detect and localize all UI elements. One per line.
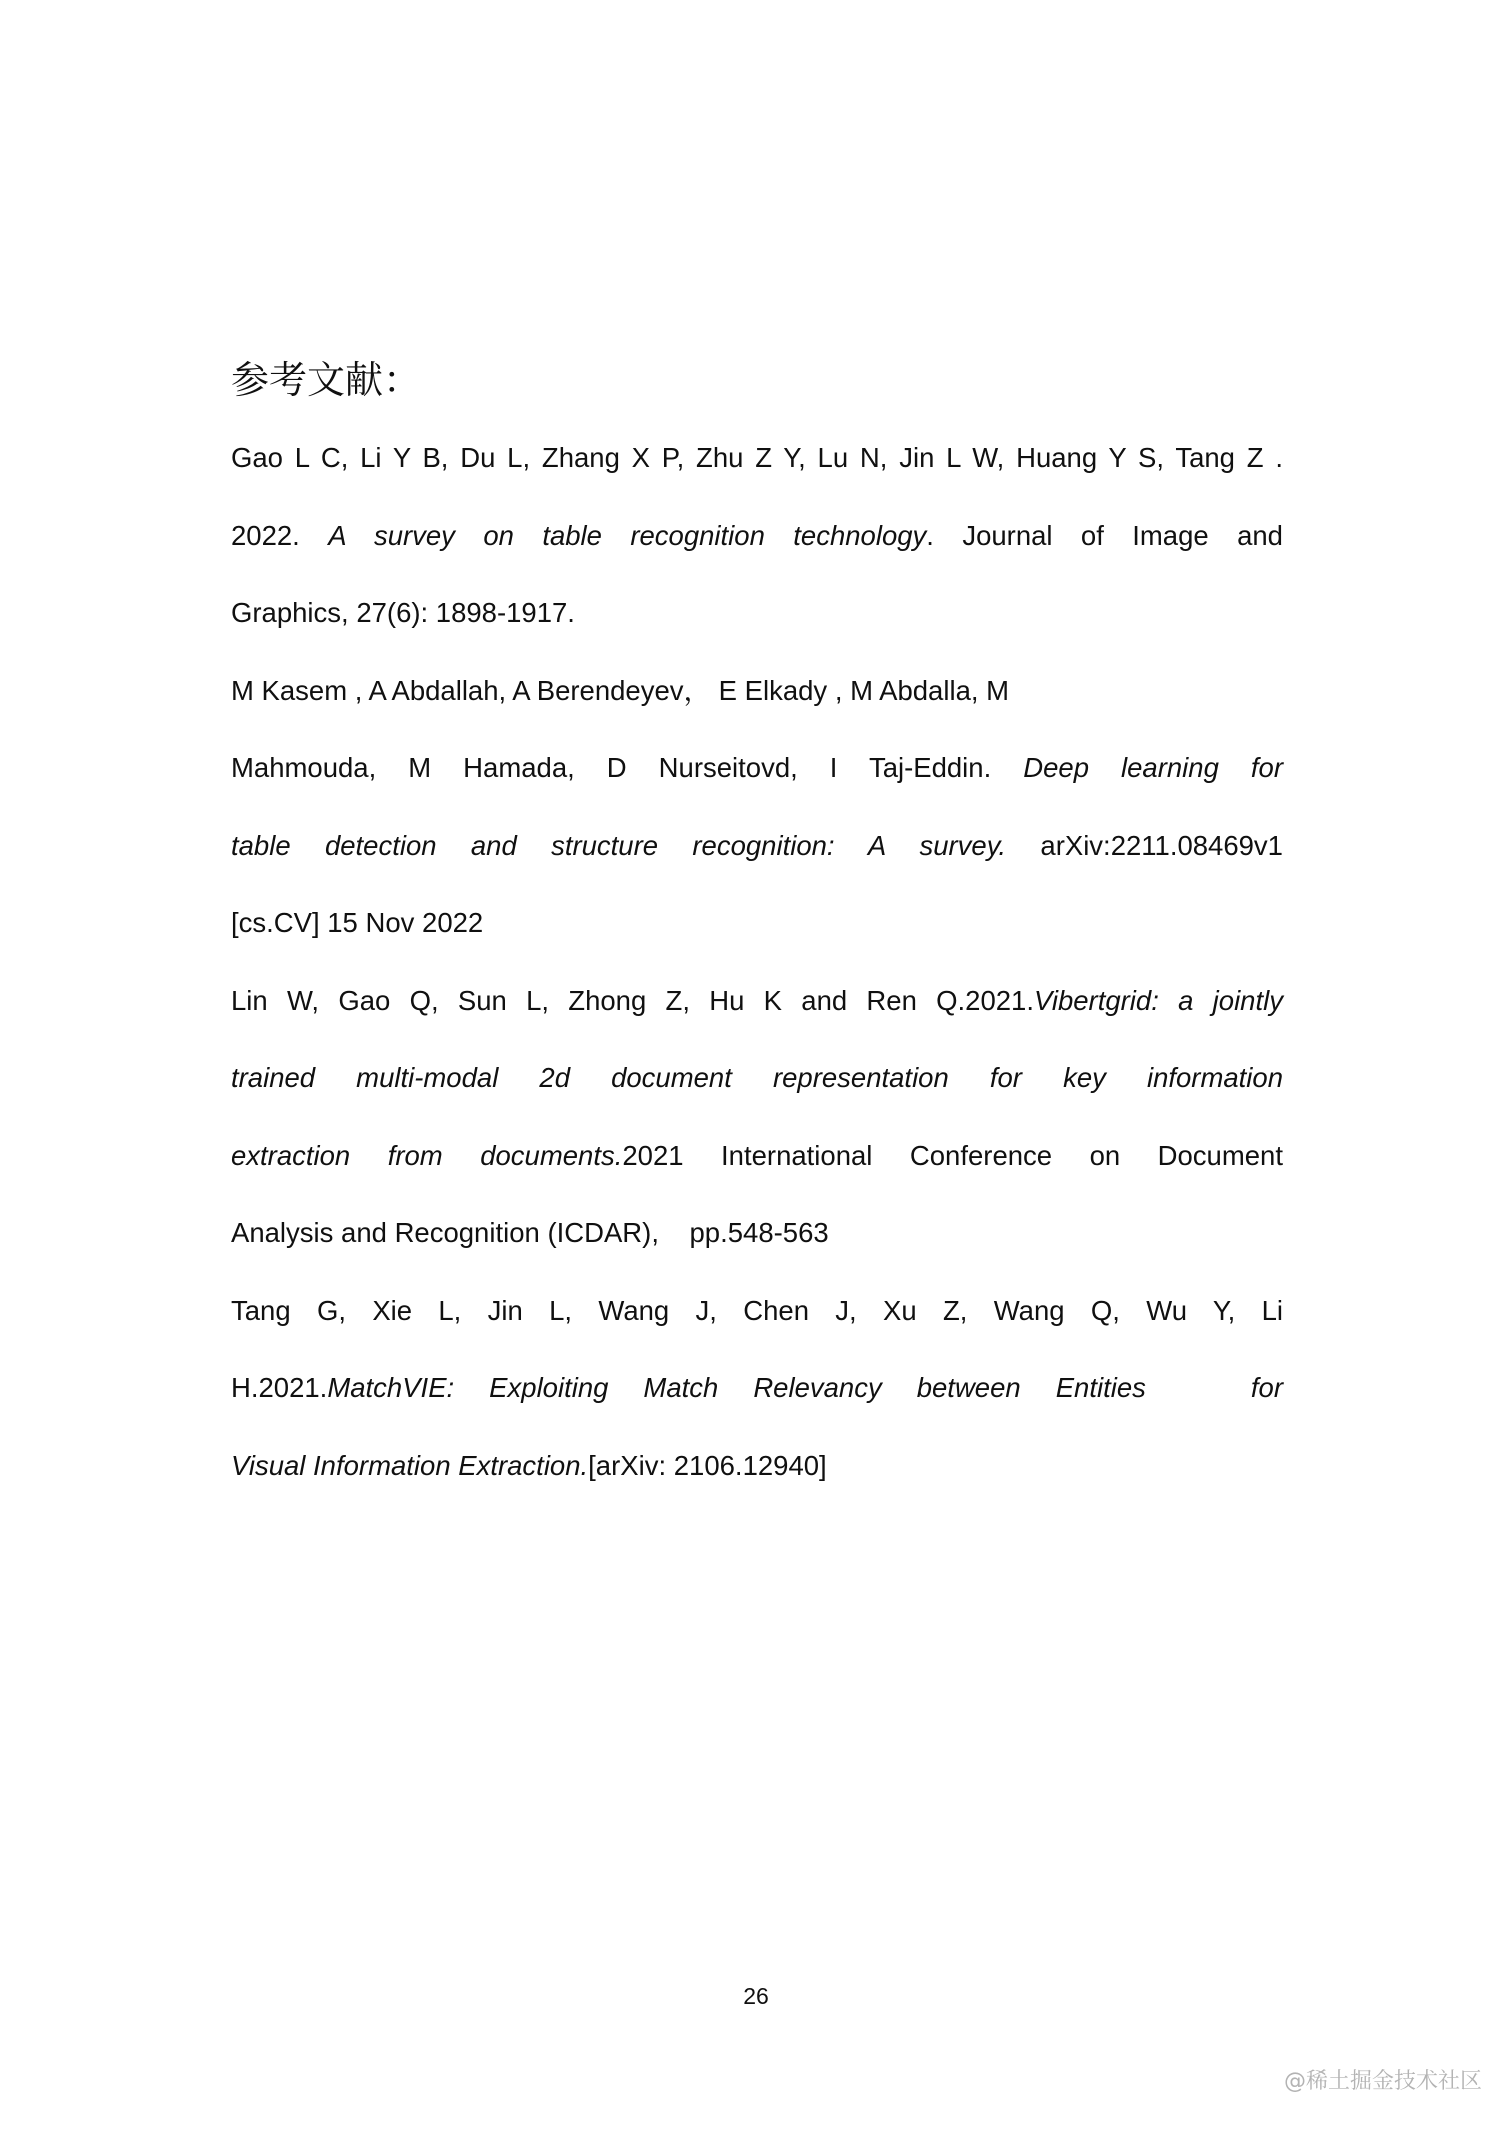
reference-line — [231, 1194, 1283, 1272]
text-segment: M Kasem , A Abdallah, A Berendeyev， E Elkady , M Abdalla, M — [231, 674, 1010, 706]
reference-line — [231, 1272, 1283, 1350]
text-segment: Graphics, 27(6): 1898-1917. — [231, 597, 575, 628]
reference-line — [231, 962, 1283, 1040]
page-number: 26 — [743, 1983, 769, 2009]
text-segment: Visual Information Extraction. — [231, 1449, 589, 1481]
references-section — [231, 341, 1283, 1504]
text-segment: Lin W, Gao Q, Sun L, Zhong Z, Hu K and Ren Q.2021. — [231, 984, 1034, 1016]
reference-line — [231, 419, 1283, 497]
text-segment: Analysis and Recognition (ICDAR), pp.548-563 — [231, 1217, 829, 1248]
text-segment: 2021 International Conference on Document — [622, 1139, 1283, 1171]
text-segment: . Journal of Image and — [926, 519, 1283, 551]
reference-line — [231, 1427, 1283, 1505]
reference-line — [231, 652, 1283, 730]
reference-line — [231, 574, 1283, 652]
text-segment: Tang G, Xie L, Jin L, Wang J, Chen J, Xu Z, Wang Q, Wu Y, Li — [231, 1294, 1283, 1326]
reference-line — [231, 1117, 1283, 1195]
text-segment: A survey on table recognition technology — [328, 519, 927, 551]
reference-line — [231, 497, 1283, 575]
text-segment: MatchVIE: Exploiting Match Relevancy between Entities for — [327, 1372, 1283, 1403]
text-segment: [arXiv: 2106.12940] — [588, 1449, 827, 1481]
reference-line — [231, 1039, 1283, 1117]
reference-line — [231, 807, 1283, 885]
watermark-text: @稀土掘金技术社区 — [1283, 2069, 1482, 2094]
reference-line — [231, 729, 1283, 807]
reference-line — [231, 1349, 1283, 1427]
text-segment: [cs.CV] 15 Nov 2022 — [231, 907, 484, 938]
text-segment: H.2021. — [231, 1372, 328, 1403]
text-segment: extraction from documents. — [231, 1139, 623, 1171]
reference-lines — [231, 419, 1283, 1504]
text-segment: Mahmouda, M Hamada, D Nurseitovd, I Taj-Eddin. — [231, 752, 1024, 783]
text-segment: 2022. — [231, 519, 329, 551]
text-segment: Gao L C, Li Y B, Du L, Zhang X P, Zhu Z Y, Lu N, Jin L W, Huang Y S, Tang Z . — [231, 442, 1283, 473]
references-heading: 参考文献： — [231, 358, 422, 402]
text-segment: Vibertgrid: a jointly — [1034, 984, 1283, 1016]
text-segment: Deep learning for — [1023, 752, 1283, 783]
text-segment: arXiv:2211.08469v1 — [1006, 829, 1283, 861]
text-segment: trained multi-modal 2d document representation for key information — [231, 1062, 1283, 1093]
text-segment: table detection and structure recognition: A survey. — [231, 829, 1007, 861]
reference-line — [231, 884, 1283, 962]
